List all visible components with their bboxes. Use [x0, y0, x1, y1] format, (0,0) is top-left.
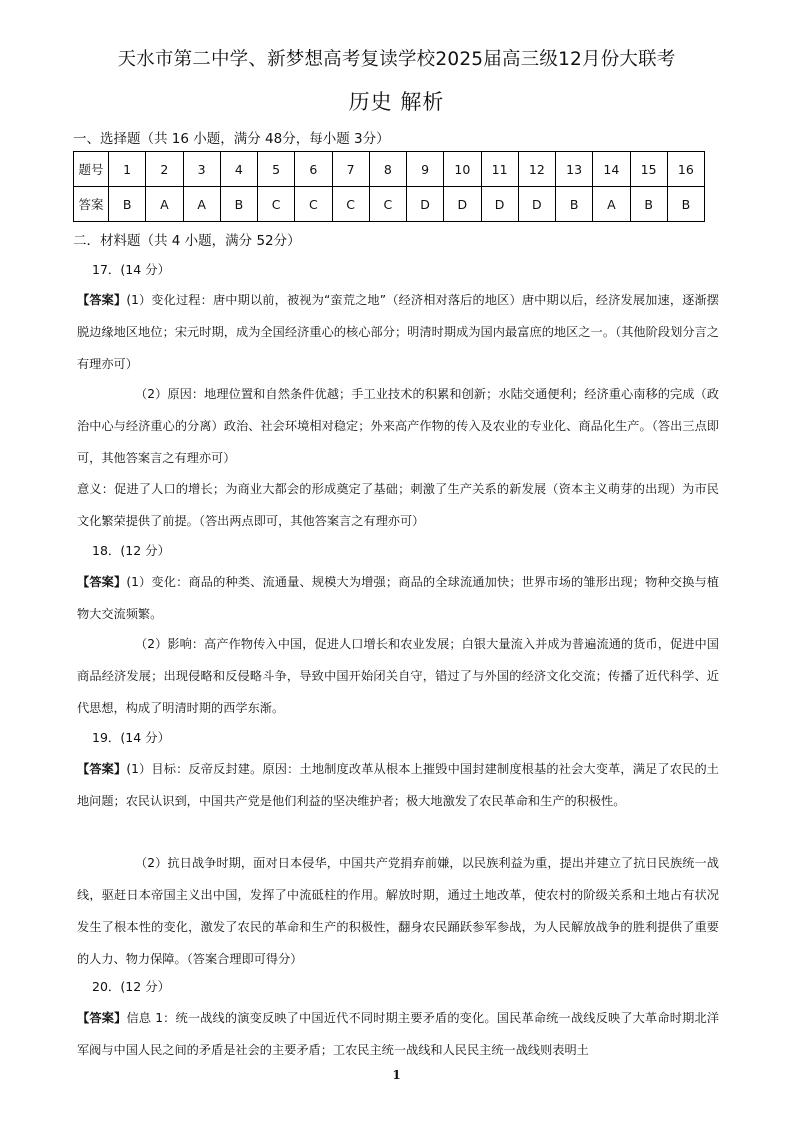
table-row-numbers: [74, 152, 705, 187]
answer-cell: C: [369, 187, 406, 222]
answer-tag: 【答案】: [77, 293, 127, 307]
question-number-cell: 1: [109, 152, 146, 187]
answer-cell: C: [332, 187, 369, 222]
answer-cell: D: [518, 187, 555, 222]
question-number-cell: 15: [630, 152, 667, 187]
page-number: 1: [392, 1068, 401, 1082]
answer-cell: C: [295, 187, 332, 222]
answer-tag: 【答案】: [77, 575, 127, 589]
answer-cell: D: [444, 187, 481, 222]
question-number-cell: 7: [332, 152, 369, 187]
answer-cell: A: [183, 187, 220, 222]
question-number-cell: 9: [407, 152, 444, 187]
question-number-cell: 14: [593, 152, 630, 187]
question-20-label: 20．(12 分）: [92, 979, 171, 994]
answer-cell: B: [667, 187, 704, 222]
answer-table: [73, 151, 705, 222]
question-number-cell: 8: [369, 152, 406, 187]
table-row-answers: [74, 187, 705, 222]
question-number-cell: 10: [444, 152, 481, 187]
question-number-cell: 16: [667, 152, 704, 187]
answer-text: (1）目标：反帝反封建。原因：土地制度改革从根本上摧毁中国封建制度根基的社会大变革，满足了农民的土地问题；农民认识到，中国共产党是他们利益的坚决维护者；极大地激发了农民革命和生产的积极性。: [77, 762, 719, 808]
answer-cell: D: [481, 187, 518, 222]
question-18-label: 18．(12 分）: [92, 543, 171, 558]
question-number-cell: 11: [481, 152, 518, 187]
answer-cell: B: [109, 187, 146, 222]
section1-heading: 一、选择题（共 16 小题，满分 48分，每小题 3分）: [73, 131, 390, 147]
question-20-answer-part1: [77, 1002, 719, 1066]
answer-text: 信息 1：统一战线的演变反映了中国近代不同时期主要矛盾的变化。国民革命统一战线反映了大革命时期北洋军阀与中国人民之间的矛盾是社会的主要矛盾；工农民主统一战线和人民民主统一战线则表明土: [77, 1011, 719, 1057]
question-17-answer-part2: （2）原因：地理位置和自然条件优越；手工业技术的积累和创新；水陆交通便利；经济重心南移的完成（政治中心与经济重心的分离）政治、社会环境相对稳定；外来高产作物的传入及农业的专业化、商品化生产。（答出三点即可，其他答案言之有理亦可）: [77, 387, 719, 465]
question-19-answer-part2: （2）抗日战争时期，面对日本侵华，中国共产党捐弃前嫌，以民族利益为重，提出并建立了抗日民族统一战线，驱赶日本帝国主义出中国，发挥了中流砥柱的作用。解放时期，通过土地改革，使农村的阶级关系和土地占有状况发生了根本性的变化，激发了农民的革命和生产的积极性，翻身农民踊跃参军参战，为人民解放战争的胜利提供了重要的人力、物力保障。（答案合理即可得分）: [77, 856, 719, 966]
section2-heading: 二．材料题（共 4 小题，满分 52分）: [73, 233, 301, 249]
answer-cell: A: [146, 187, 183, 222]
question-18-answer-part1: [77, 566, 719, 630]
answer-text: (1）变化：商品的种类、流通量、规模大为增强；商品的全球流通加快；世界市场的雏形出现；物种交换与植物大交流频繁。: [77, 575, 719, 621]
question-number-cell: 2: [146, 152, 183, 187]
answer-cell: D: [407, 187, 444, 222]
question-number-cell: 3: [183, 152, 220, 187]
document-subtitle: 历史 解析: [348, 90, 445, 114]
row-label-question-number: 题号: [74, 152, 109, 187]
answer-cell: A: [593, 187, 630, 222]
answer-tag: 【答案】: [77, 762, 127, 776]
answer-tag: 【答案】: [77, 1011, 127, 1025]
question-19-label: 19．(14 分）: [92, 730, 171, 745]
question-17-significance: 意义：促进了人口的增长；为商业大都会的形成奠定了基础；刺激了生产关系的新发展（资本主义萌芽的出现）为市民文化繁荣提供了前提。（答出两点即可，其他答案言之有理亦可）: [77, 482, 719, 528]
question-18-answer-part2: （2）影响：高产作物传入中国，促进人口增长和农业发展；白银大量流入并成为普遍流通的货币，促进中国商品经济发展；出现侵略和反侵略斗争，导致中国开始闭关自守，错过了与外国的经济文化交流；传播了近代科学、近代思想，构成了明清时期的西学东渐。: [77, 637, 719, 715]
question-number-cell: 12: [518, 152, 555, 187]
question-17-answer-part1: [77, 284, 719, 380]
question-number-cell: 4: [220, 152, 257, 187]
document-title: 天水市第二中学、新梦想高考复读学校2025届高三级12月份大联考: [117, 49, 676, 70]
row-label-answer: 答案: [74, 187, 109, 222]
answer-text: (1）变化过程：唐中期以前，被视为“蛮荒之地”（经济相对落后的地区）唐中期以后，经济发展加速，逐渐摆脱边缘地区地位；宋元时期，成为全国经济重心的核心部分；明清时期成为国内最富庶的地区之一。（其他阶段划分言之有理亦可）: [77, 293, 719, 371]
question-17-label: 17．(14 分）: [92, 262, 171, 277]
question-number-cell: 5: [258, 152, 295, 187]
question-19-answer-part1: [77, 753, 719, 817]
answer-cell: B: [630, 187, 667, 222]
question-number-cell: 6: [295, 152, 332, 187]
answer-cell: C: [258, 187, 295, 222]
answer-cell: B: [220, 187, 257, 222]
answer-cell: B: [556, 187, 593, 222]
question-number-cell: 13: [556, 152, 593, 187]
